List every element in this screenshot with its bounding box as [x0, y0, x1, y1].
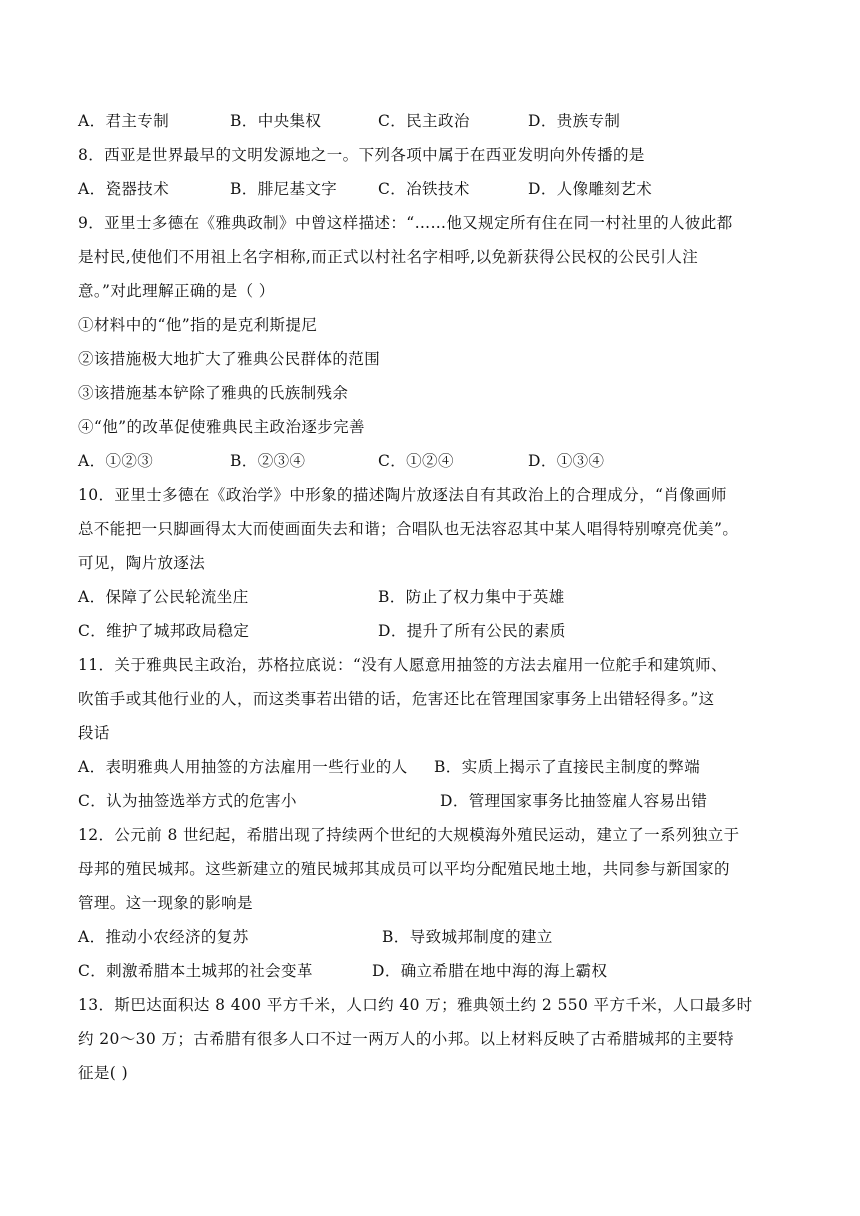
q11-option-c: C．认为抽签选举方式的危害小 [78, 792, 297, 810]
q10-stem-line-3: 可见，陶片放逐法 [78, 554, 206, 572]
q11-stem-line-1: 11．关于雅典民主政治，苏格拉底说：“没有人愿意用抽签的方法去雇用一位舵手和建筑师、 [78, 656, 727, 674]
q10-option-b: B．防止了权力集中于英雄 [378, 588, 565, 606]
q12-stem-line-2: 母邦的殖民城邦。这些新建立的殖民城邦其成员可以平均分配殖民地土地，共同参与新国家的 [78, 860, 730, 878]
q7-option-a: A．君主专制 [78, 112, 170, 130]
q9-stem-line-2: 是村民,使他们不用祖上名字相称,而正式以村社名字相呼,以免新获得公民权的公民引人注 [78, 248, 699, 266]
q13-stem-line-2: 约 20～30 万；古希腊有很多人口不过一两万人的小邦。以上材料反映了古希腊城邦的主要特 [78, 1030, 734, 1048]
q12-option-a: A．推动小农经济的复苏 [78, 928, 249, 946]
q11-option-a: A．表明雅典人用抽签的方法雇用一些行业的人 [78, 758, 408, 776]
q13-stem-line-1: 13．斯巴达面积达 8 400 平方千米，人口约 40 万；雅典领土约 2 550 平方千米，人口最多时 [78, 996, 753, 1014]
q9-item-4: ④“他”的改革促使雅典民主政治逐步完善 [78, 418, 365, 436]
q7-option-c: C．民主政治 [378, 112, 470, 130]
q10-option-c: C．维护了城邦政局稳定 [78, 622, 250, 640]
q9-item-2: ②该措施极大地扩大了雅典公民群体的范围 [78, 350, 381, 368]
q8-option-b: B．腓尼基文字 [230, 180, 338, 198]
q13-stem-line-3: 征是( ) [78, 1064, 129, 1082]
q9-option-a: A．①②③ [78, 452, 154, 470]
q12-stem-line-3: 管理。这一现象的影响是 [78, 894, 253, 912]
q11-stem-line-2: 吹笛手或其他行业的人，而这类事若出错的话，危害还比在管理国家事务上出错轻得多。”这 [78, 690, 715, 708]
q8-stem: 8．西亚是世界最早的文明发源地之一。下列各项中属于在西亚发明向外传播的是 [78, 146, 645, 164]
q10-option-a: A．保障了公民轮流坐庄 [78, 588, 249, 606]
q11-option-b: B．实质上揭示了直接民主制度的弊端 [434, 758, 701, 776]
q9-option-d: D．①③④ [528, 452, 605, 470]
q11-stem-line-3: 段话 [78, 724, 110, 742]
q9-option-c: C．①②④ [378, 452, 454, 470]
q10-stem-line-1: 10．亚里士多德在《政治学》中形象的描述陶片放逐法自有其政治上的合理成分，“肖像画师 [78, 486, 727, 504]
q9-option-b: B．②③④ [230, 452, 306, 470]
q12-option-c: C．刺激希腊本土城邦的社会变革 [78, 962, 313, 980]
q10-option-d: D．提升了所有公民的素质 [378, 622, 566, 640]
q12-option-d: D．确立希腊在地中海的海上霸权 [372, 962, 608, 980]
q9-item-1: ①材料中的“他”指的是克利斯提尼 [78, 316, 318, 334]
q12-option-b: B．导致城邦制度的建立 [382, 928, 553, 946]
q9-stem-line-3: 意。”对此理解正确的是（ ） [78, 282, 275, 300]
q8-option-d: D．人像雕刻艺术 [528, 180, 653, 198]
q8-option-c: C．冶铁技术 [378, 180, 470, 198]
q7-option-b: B．中央集权 [230, 112, 322, 130]
q9-item-3: ③该措施基本铲除了雅典的氏族制残余 [78, 384, 349, 402]
q10-stem-line-2: 总不能把一只脚画得太大而使画面失去和谐；合唱队也无法容忍其中某人唱得特别嘹亮优美”。 [78, 520, 739, 538]
q8-option-a: A．瓷器技术 [78, 180, 170, 198]
q12-stem-line-1: 12．公元前 8 世纪起，希腊出现了持续两个世纪的大规模海外殖民运动，建立了一系列独立于 [78, 826, 740, 844]
q7-option-d: D．贵族专制 [528, 112, 621, 130]
q11-option-d: D．管理国家事务比抽签雇人容易出错 [440, 792, 708, 810]
q9-stem-line-1: 9．亚里士多德在《雅典政制》中曾这样描述：“……他又规定所有住在同一村社里的人彼此都 [78, 214, 733, 232]
